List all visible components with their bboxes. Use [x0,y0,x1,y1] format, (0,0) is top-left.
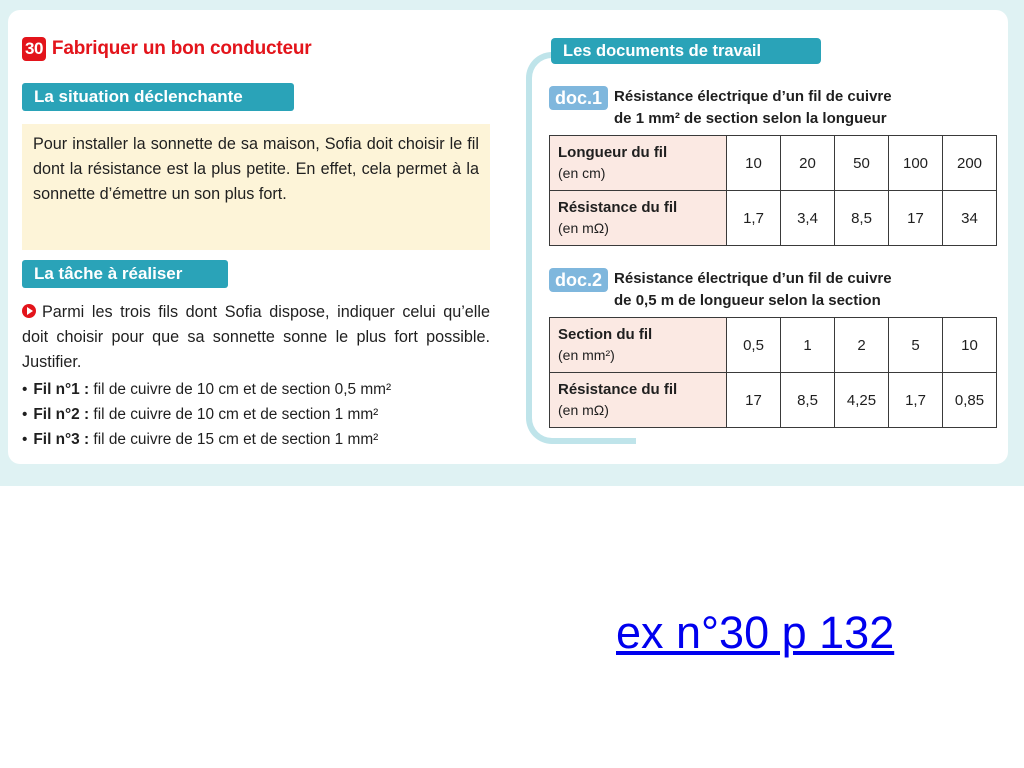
table-row [550,136,997,191]
table-cell: 1,7 [727,191,781,246]
table-cell: 20 [781,136,835,191]
table-cell: 0,5 [727,318,781,373]
table-cell: 100 [889,136,943,191]
row-unit: (en mΩ) [558,402,609,418]
row-label: Section du fil [558,326,653,343]
doc1-header [549,86,892,130]
table-cell: 8,5 [835,191,889,246]
table-cell: 17 [727,373,781,428]
situation-text: Pour installer la sonnette de sa maison, Sofia doit choisir le fil dont la résistance est la plus petite. En effet, cela permet à la sonnette d’émettre un son plus fort. [22,124,490,250]
table-row [550,373,997,428]
exercise-reference-link[interactable]: ex n°30 p 132 [616,607,895,658]
table-cell: 0,85 [943,373,997,428]
table-cell: 4,25 [835,373,889,428]
table-cell: 5 [889,318,943,373]
table-cell: 17 [889,191,943,246]
exercise-title [22,35,311,63]
task-text: Parmi les trois fils dont Sofia dispose, indiquer celui qu’elle doit choisir pour que sa sonnette sonne le plus fort possible. Justifier. [22,303,490,371]
exercise-name: Fabriquer un bon conducteur [51,38,312,59]
doc1-title-line1: Résistance électrique d’un fil de cuivre [614,88,892,105]
table-cell: 1,7 [889,373,943,428]
doc2-title [614,268,892,312]
table-cell: 34 [943,191,997,246]
wire-description: fil de cuivre de 10 cm et de section 0,5 mm² [93,381,392,398]
table-cell: 10 [943,318,997,373]
row-header [550,191,727,246]
doc2-header [549,268,892,312]
row-label: Résistance du fil [558,199,678,216]
documents-heading: Les documents de travail [551,38,821,64]
wire-name: Fil n°2 : [33,406,90,423]
table-cell: 10 [727,136,781,191]
table-cell: 2 [835,318,889,373]
wire-description: fil de cuivre de 15 cm et de section 1 mm² [93,431,379,448]
table-row [550,191,997,246]
row-unit: (en mΩ) [558,220,609,236]
doc2-tag: doc.2 [549,268,608,292]
task-heading: La tâche à réaliser [22,260,228,288]
row-header [550,373,727,428]
table-cell: 50 [835,136,889,191]
doc1-tag: doc.1 [549,86,608,110]
row-label: Longueur du fil [558,144,668,161]
list-item [22,427,391,452]
table-cell: 8,5 [781,373,835,428]
row-unit: (en cm) [558,165,606,181]
doc1-title-line2: de 1 mm² de section selon la longueur [614,110,887,127]
situation-heading: La situation déclenchante [22,83,294,111]
task-instruction [22,300,490,375]
doc2-title-line1: Résistance électrique d’un fil de cuivre [614,270,892,287]
wire-name: Fil n°1 : [33,381,90,398]
list-item [22,377,391,402]
play-arrow-icon [22,304,36,318]
table-cell: 3,4 [781,191,835,246]
row-label: Résistance du fil [558,381,678,398]
wire-list [22,377,391,452]
doc1-table [549,135,997,246]
doc1-title [614,86,892,130]
row-unit: (en mm²) [558,347,615,363]
wire-name: Fil n°3 : [33,431,90,448]
wire-description: fil de cuivre de 10 cm et de section 1 mm² [93,406,379,423]
row-header [550,318,727,373]
table-cell: 200 [943,136,997,191]
list-item [22,402,391,427]
table-row [550,318,997,373]
table-cell: 1 [781,318,835,373]
exercise-number-badge: 30 [22,37,46,61]
doc2-title-line2: de 0,5 m de longueur selon la section [614,292,881,309]
row-header [550,136,727,191]
doc2-table [549,317,997,428]
